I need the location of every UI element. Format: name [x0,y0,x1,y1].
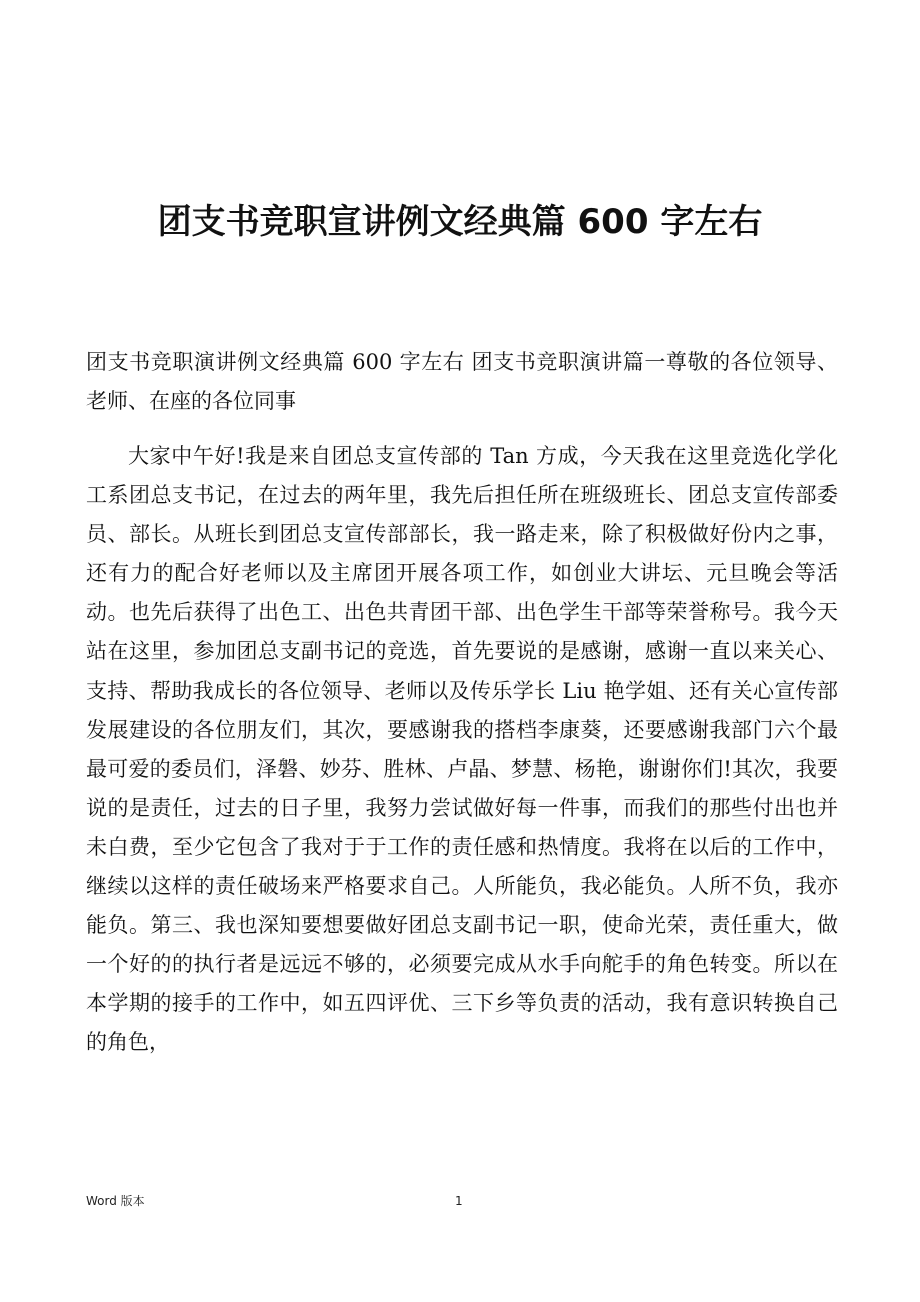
footer-label: Word 版本 [86,1194,145,1208]
page-number: 1 [455,1194,463,1208]
intro-paragraph: 团支书竞职演讲例文经典篇 600 字左右 团支书竞职演讲篇一尊敬的各位领导、老师、在座的各位同事 [86,350,838,413]
document-title: 团支书竞职宣讲例文经典篇 600 字左右 [157,202,763,242]
body-paragraph: 大家中午好!我是来自团总支宣传部的 Tan 方成，今天我在这里竞选化学化工系团总支书记，在过去的两年里，我先后担任所在班级班长、团总支宣传部委员、部长。从班长到团总支宣传部部长，我一路走来，除了积极做好份内之事，还有力的配合好老师以及主席团开展各项工作，如创业大讲坛、元旦晚会等活动。也先后获得了出色工、出色共青团干部、出色学生干部等荣誉称号。我今天站在这里，参加团总支副书记的竞选，首先要说的是感谢，感谢一直以来关心、支持、帮助我成长的各位领导、老师以及传乐学长 Liu 艳学姐、还有关心宣传部发展建设的各位朋友们，其次，要感谢我的搭档李康葵，还要感谢我部门六个最最可爱的委员们，泽磐、妙芬、胜林、卢晶、梦慧、杨艳，谢谢你们!其次，我要说的是责任，过去的日子里，我努力尝试做好每一件事，而我们的那些付出也并未白费，至少它包含了我对于于工作的责任感和热情度。我将在以后的工作中，继续以这样的责任破场来严格要求自己。人所能负，我必能负。人所不负，我亦能负。第三、我也深知要想要做好团总支副书记一职，使命光荣，责任重大，做一个好的的执行者是远远不够的，必须要完成从水手向舵手的角色转变。所以在本学期的接手的工作中，如五四评优、三下乡等负责的活动，我有意识转换自己的角色， [86,444,838,1055]
